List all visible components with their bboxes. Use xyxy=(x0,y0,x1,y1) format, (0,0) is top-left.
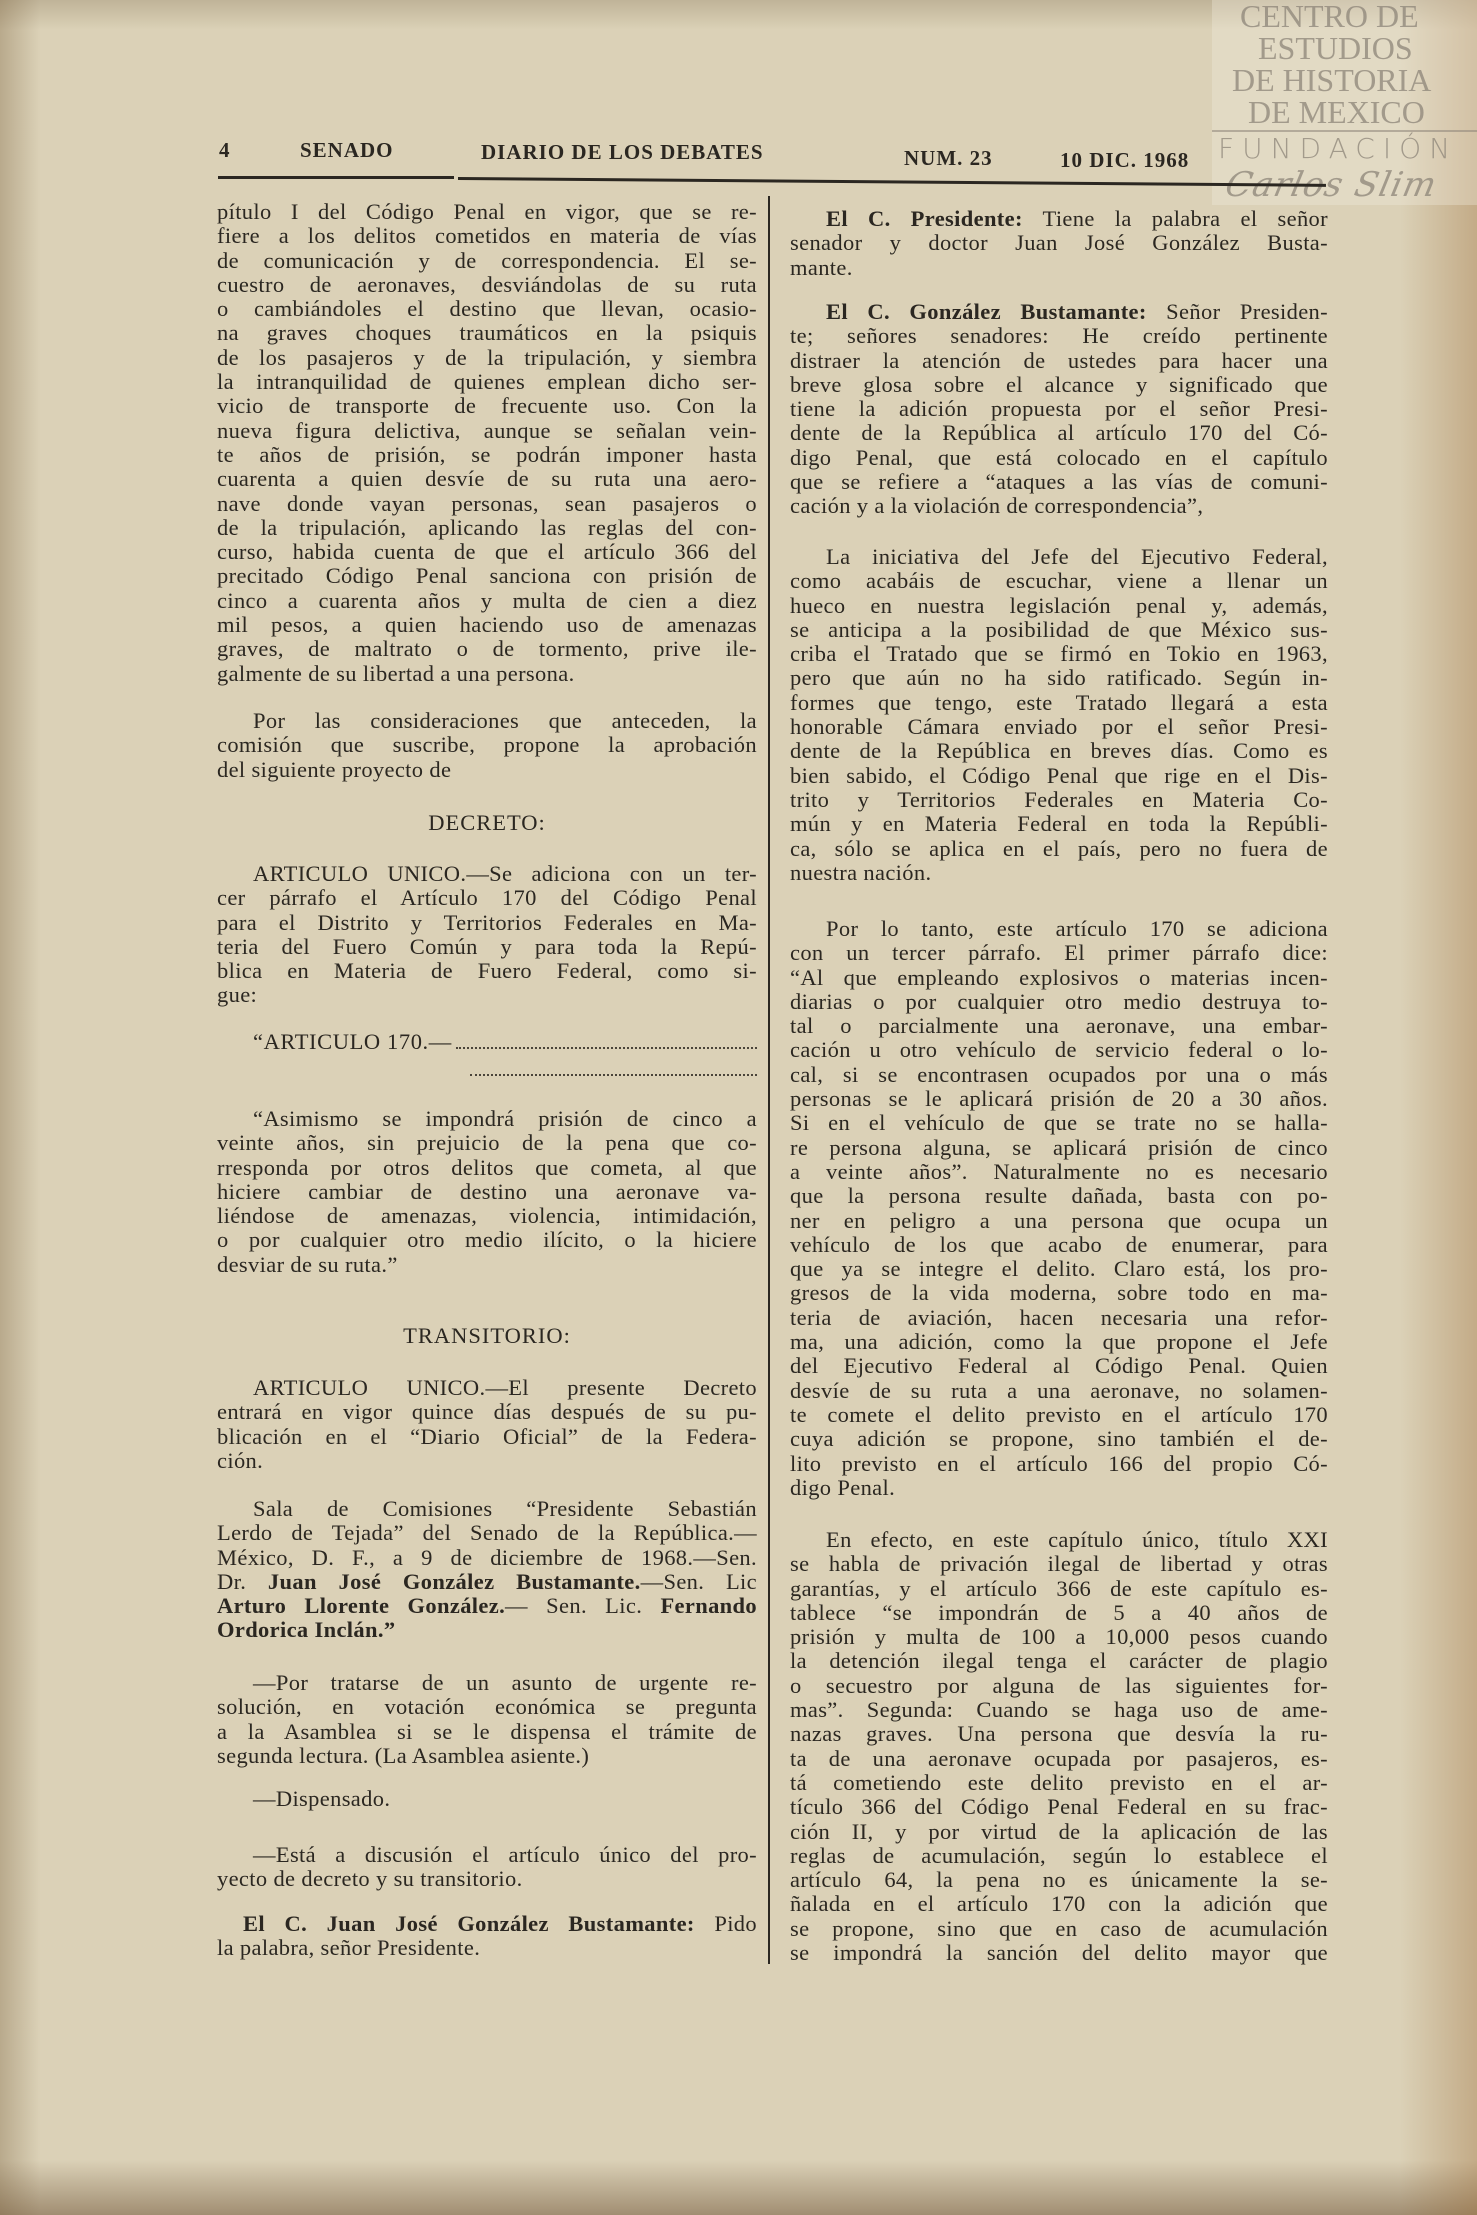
text-line xyxy=(217,1618,757,1642)
text-line: solución, en votación económica se pregunta xyxy=(217,1694,757,1720)
text-line: Por lo tanto, este artículo 170 se adiciona xyxy=(826,916,1328,941)
text-line: ñalada en el artículo 170 con la adición que xyxy=(790,1891,1328,1917)
text-line: desvíe de su ruta a una aeronave, no solamen- xyxy=(790,1377,1328,1403)
text-line: la palabra, señor Presidente. xyxy=(217,1935,481,1961)
bold-text: El C. Juan José González Bustamante: xyxy=(243,1911,695,1936)
text-line: nazas graves. Una persona que desvía la ru- xyxy=(790,1721,1328,1747)
text-line: ma, una adición, como la que propone el Jefe xyxy=(790,1329,1328,1355)
text-line: Lerdo de Tejada” del Senado de la República.— xyxy=(217,1520,757,1546)
text-line xyxy=(790,207,1328,231)
text-line: se propone, sino que en caso de acumulación xyxy=(790,1915,1328,1941)
text-line: garantías, y el artículo 366 de este capítulo es- xyxy=(790,1575,1328,1601)
text-line: blica en Materia de Fuero Federal, como si- xyxy=(217,958,757,984)
text-line: mas”. Segunda: Cuando se haga uso de ame- xyxy=(790,1697,1328,1723)
text-line: de la tripulación, aplicando las reglas del con- xyxy=(217,514,757,540)
paragraph xyxy=(217,862,757,1008)
text-line: o secuestro por alguna de las siguientes for- xyxy=(790,1672,1328,1698)
speaker-paragraph xyxy=(217,1912,757,1961)
text-line: que la persona resulte dañada, basta con po- xyxy=(790,1183,1328,1209)
text-line: distraer la atención de ustedes para hacer una xyxy=(790,347,1328,373)
text-line: ción. xyxy=(217,1447,264,1473)
text-line: México, D. F., a 9 de diciembre de 1968.—Sen. xyxy=(217,1544,757,1570)
bold-text: Ordorica Inclán.” xyxy=(217,1617,396,1643)
issue-number: NUM. 23 xyxy=(904,146,993,170)
publication-title: DIARIO DE LOS DEBATES xyxy=(481,140,764,164)
text-line: yecto de decreto y su transitorio. xyxy=(217,1866,523,1892)
text-line: formes que tengo, este Tratado llegará a esta xyxy=(790,689,1328,715)
text-line: digo Penal, que está colocado en el capítulo xyxy=(790,444,1328,470)
text-line: a la Asamblea si se le dispensa el trámite de xyxy=(217,1718,757,1744)
issue-date: 10 DIC. 1968 xyxy=(1060,148,1190,172)
text-line: tículo 366 del Código Penal Federal en su frac- xyxy=(790,1794,1328,1820)
text-line: criba el Tratado que se firmó en Tokio en 1963, xyxy=(790,641,1328,667)
text-line: a veinte años”. Naturalmente no es necesario xyxy=(790,1158,1328,1184)
text-line: mante. xyxy=(790,254,853,280)
text-line: como acabáis de escuchar, viene a llenar un xyxy=(790,568,1328,594)
text-line: mil pesos, a quien haciendo uso de amenazas xyxy=(217,612,757,638)
text-line: Sala de Comisiones “Presidente Sebastián xyxy=(253,1496,757,1521)
bold-text: Juan José González Bustamante. xyxy=(267,1568,641,1594)
text-line: gresos de la vida moderna, sobre todo en ma- xyxy=(790,1280,1328,1306)
transitorio-heading: TRANSITORIO: xyxy=(403,1323,571,1348)
text-line: del siguiente proyecto de xyxy=(217,756,452,782)
text-line: comisión que suscribe, propone la aprobación xyxy=(217,732,757,758)
text-line: Si en el vehículo de que se trate no se halla- xyxy=(790,1110,1328,1136)
text-line: honorable Cámara enviado por el señor Presi- xyxy=(790,714,1328,740)
watermark-line: DE HISTORIA xyxy=(1232,62,1432,98)
text-line: desviar de su ruta.” xyxy=(217,1251,398,1277)
text-line: na graves choques traumáticos en la psiquis xyxy=(217,320,757,346)
text-line: senador y doctor Juan José González Busta- xyxy=(790,230,1328,256)
text-line: te años de prisión, se podrán imponer hasta xyxy=(217,441,757,467)
text-line: vehículo de los que acabo de enumerar, para xyxy=(790,1231,1328,1257)
text-line: breve glosa sobre el alcance y significado que xyxy=(790,371,1328,397)
text-line: segunda lectura. (La Asamblea asiente.) xyxy=(217,1742,590,1768)
text-line: o cambiándoles el destino que llevan, ocasio- xyxy=(217,296,757,322)
text-line: veinte años, sin prejuicio de la pena que co- xyxy=(217,1130,757,1156)
text-line: ca, sólo se aplica en el país, pero no fuera de xyxy=(790,835,1328,861)
text-line: tiene la adición propuesta por el señor Presi- xyxy=(790,396,1328,422)
text-line: la intranquilidad de quienes emplean dicho ser- xyxy=(217,369,757,395)
text-line: graves, de maltrato o de tormento, prive ile- xyxy=(217,636,757,662)
text-line: con un tercer párrafo. El primer párrafo dice: xyxy=(790,940,1328,966)
text-line: del Ejecutivo Federal al Código Penal. Quien xyxy=(790,1353,1328,1379)
watermark-fundacion: FUNDACIÓN xyxy=(1218,132,1459,165)
text-line: bien sabido, el Código Penal que rige en el Dis- xyxy=(790,762,1328,788)
text-line: “Asimismo se impondrá prisión de cinco a xyxy=(253,1106,757,1131)
text-line: ARTICULO UNICO.—El presente Decreto xyxy=(253,1375,757,1400)
text-segment: Tiene la palabra el señor xyxy=(1022,206,1328,231)
text-line: cal, si se encontrasen ocupados por una o más xyxy=(790,1061,1328,1087)
dotted-leader xyxy=(470,1074,757,1076)
text-line: cuarenta a quien desvíe de su ruta una aero- xyxy=(217,466,757,492)
text-line: precitado Código Penal sanciona con prisión de xyxy=(217,563,757,589)
text-line: —Dispensado. xyxy=(253,1786,391,1811)
watermark-line: CENTRO DE xyxy=(1240,0,1419,34)
text-segment: Señor Presiden- xyxy=(1146,299,1328,324)
text-line: ARTICULO UNICO.—Se adiciona con un ter- xyxy=(253,861,757,886)
text-line: curso, habida cuenta de que el artículo 366 del xyxy=(217,539,757,565)
text-line: prisión y multa de 100 a 10,000 pesos cuando xyxy=(790,1624,1328,1650)
text-segment: Dr. xyxy=(217,1568,268,1594)
text-line: cuya adición se propone, sino también el de- xyxy=(790,1426,1328,1452)
text-line: trito y Territorios Federales en Materia Co- xyxy=(790,786,1328,812)
text-line: personas se le aplicará prisión de 20 a 30 años. xyxy=(790,1086,1328,1112)
text-line: o por cualquier otro medio ilícito, o la hiciere xyxy=(217,1227,757,1253)
text-line: dente de la República en breves días. Como es xyxy=(790,738,1328,764)
text-line: que ya se integre el delito. Claro está, los pro- xyxy=(790,1256,1328,1282)
text-line: cación y a la violación de correspondencia”, xyxy=(790,493,1204,519)
decreto-heading: DECRETO: xyxy=(428,810,546,835)
text-line: pero que aún no ha sido ratificado. Según in- xyxy=(790,665,1328,691)
paragraph xyxy=(217,200,757,686)
text-line: de comunicación y de correspondencia. El se- xyxy=(217,247,757,273)
text-segment: Pido xyxy=(694,1911,758,1936)
paragraph xyxy=(217,1843,757,1892)
text-line: Por las consideraciones que anteceden, la xyxy=(253,708,757,733)
text-line: blicación en el “Diario Oficial” de la Federa- xyxy=(217,1423,757,1449)
text-line: nuestra nación. xyxy=(790,859,932,885)
text-line: tá cometiendo este delito previsto en el ar- xyxy=(790,1769,1328,1795)
watermark-signature: Carlos Slim xyxy=(1221,165,1441,205)
text-line: ta de una aeronave ocupada por pasajeros, es- xyxy=(790,1745,1328,1771)
bold-text: Arturo Llorente González. xyxy=(217,1593,506,1619)
text-line: En efecto, en este capítulo único, título XXI xyxy=(826,1527,1328,1552)
paragraph xyxy=(217,1671,757,1768)
text-line: se habla de privación ilegal de libertad y otras xyxy=(790,1551,1328,1577)
text-line: digo Penal. xyxy=(790,1474,896,1500)
text-line: la detención ilegal tenga el carácter de plagio xyxy=(790,1648,1328,1674)
paragraph xyxy=(790,545,1328,885)
text-line: ción II, y por virtud de la aplicación de las xyxy=(790,1818,1328,1844)
text-line: galmente de su libertad a una persona. xyxy=(217,660,575,686)
text-line: liéndose de amenazas, violencia, intimidación, xyxy=(217,1203,757,1229)
signatures-paragraph xyxy=(217,1497,757,1643)
articulo-170-line xyxy=(253,1030,757,1054)
text-line: cuestro de aeronaves, desviándolas de su ruta xyxy=(217,271,757,297)
page-number: 4 xyxy=(219,138,231,162)
paragraph xyxy=(217,1787,757,1811)
paragraph xyxy=(217,709,757,782)
text-line: rresponda por otros delitos que cometa, al que xyxy=(217,1154,757,1180)
column-divider xyxy=(768,196,770,1964)
paragraph xyxy=(790,917,1328,1500)
quoted-paragraph xyxy=(217,1107,757,1277)
text-line: vicio de transporte de frecuente uso. Con la xyxy=(217,393,757,419)
text-line: fiere a los delitos cometidos en materia de vías xyxy=(217,223,757,249)
bold-text: El C. González Bustamante: xyxy=(826,299,1147,324)
text-line: —Por tratarse de un asunto de urgente re- xyxy=(253,1670,757,1695)
text-line xyxy=(790,300,1328,324)
text-line: teria de aviación, hacen necesaria una refor- xyxy=(790,1304,1328,1330)
bold-text: Fernando xyxy=(660,1593,757,1619)
text-line: nueva figura delictiva, aunque se señalan vein- xyxy=(217,417,757,443)
paragraph xyxy=(790,1528,1328,1965)
paragraph xyxy=(217,1376,757,1473)
text-line: hueco en nuestra legislación penal y, además, xyxy=(790,592,1328,618)
text-line: se anticipa a la posibilidad de que México sus- xyxy=(790,616,1328,642)
text-line: tablece “se impondrán de 5 a 40 años de xyxy=(790,1599,1328,1625)
dotted-leader xyxy=(456,1031,757,1049)
text-line: lito previsto en el artículo 166 del propio Có- xyxy=(790,1450,1328,1476)
text-line xyxy=(217,1594,757,1618)
text-line: artículo 64, la pena no es únicamente la se- xyxy=(790,1867,1328,1893)
text-line: reglas de acumulación, según lo establece el xyxy=(790,1842,1328,1868)
text-line: re persona alguna, se aplicará prisión de cinco xyxy=(790,1134,1328,1160)
text-line: de los pasajeros y de la tripulación, y siembra xyxy=(217,344,757,370)
bold-text: El C. Presidente: xyxy=(826,206,1023,231)
text-line: cinco a cuarenta años y multa de cien a diez xyxy=(217,587,757,613)
text-line: para el Distrito y Territorios Federales en Ma- xyxy=(217,909,757,935)
speaker-paragraph xyxy=(790,207,1328,280)
text-line: cación u otro vehículo de servicio federal o lo- xyxy=(790,1037,1328,1063)
chamber-name: SENADO xyxy=(300,138,394,162)
text-line: gue: xyxy=(217,982,258,1008)
text-line: nave donde vayan personas, sean pasajeros o xyxy=(217,490,757,516)
text-line: —Está a discusión el artículo único del pro- xyxy=(253,1842,757,1867)
text-line: La iniciativa del Jefe del Ejecutivo Federal, xyxy=(826,544,1328,569)
header-rule xyxy=(218,176,454,179)
text-line: teria del Fuero Común y para toda la Repú- xyxy=(217,933,757,959)
text-line: se impondrá la sanción del delito mayor que xyxy=(790,1940,1328,1966)
text-line: pítulo I del Código Penal en vigor, que se re- xyxy=(217,199,757,224)
text-line: te comete el delito previsto en el artículo 170 xyxy=(790,1401,1328,1427)
watermark-line: DE MEXICO xyxy=(1248,94,1425,130)
text-line xyxy=(217,1570,757,1594)
text-segment: — Sen. Lic. xyxy=(505,1593,661,1619)
text-line: te; señores senadores: He creído pertinente xyxy=(790,323,1328,349)
text-line: entrará en vigor quince días después de su pu- xyxy=(217,1399,757,1425)
text-line: mún y en Materia Federal en toda la Repúbli- xyxy=(790,811,1328,837)
header-rule xyxy=(458,177,1326,187)
text-line: que se refiere a “ataques a las vías de comuni- xyxy=(790,469,1328,495)
text-line: diarias o por cualquier otro medio destruya to- xyxy=(790,988,1328,1014)
text-line: ner en peligro a una persona que ocupa un xyxy=(790,1207,1328,1233)
text-line: hiciere cambiar de destino una aeronave va- xyxy=(217,1178,757,1204)
text-line xyxy=(217,1912,757,1936)
text-line: “Al que empleando explosivos o materias incen- xyxy=(790,964,1328,990)
text-segment: —Sen. Lic xyxy=(640,1568,757,1594)
articulo-170-label: “ARTICULO 170.— xyxy=(253,1029,452,1054)
text-line: cer párrafo el Artículo 170 del Código Penal xyxy=(217,885,757,911)
watermark-line: ESTUDIOS xyxy=(1258,30,1413,66)
text-line: tal o parcialmente una aeronave, una embar- xyxy=(790,1013,1328,1039)
speaker-paragraph xyxy=(790,300,1328,519)
text-line: dente de la República al artículo 170 del Có- xyxy=(790,420,1328,446)
